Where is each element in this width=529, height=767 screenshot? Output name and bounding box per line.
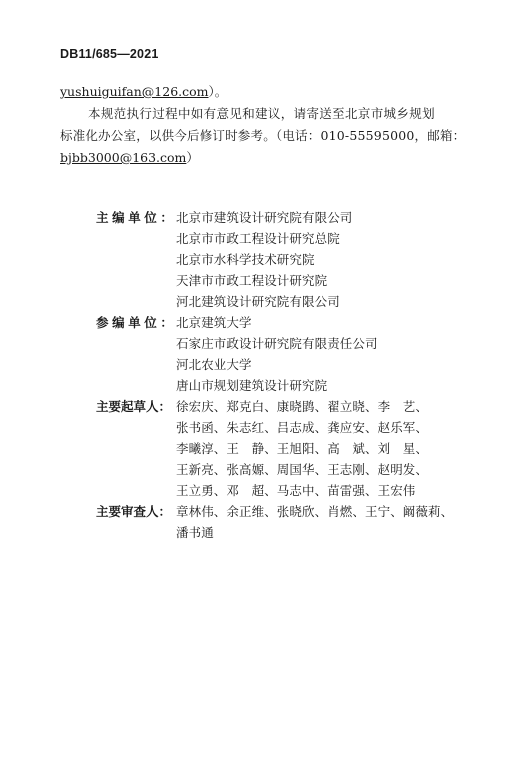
body-line-1 — [60, 81, 480, 103]
name-list — [176, 207, 352, 312]
credits-section — [96, 207, 453, 543]
name-list — [176, 501, 453, 543]
body-line-3: 标准化办公室，以供今后修订时参考。（电话：010-55595000，邮箱： — [60, 128, 466, 143]
credit-line: 章林伟、余正维、张晓欣、肖燃、王宁、阚薇莉、 — [176, 504, 454, 519]
credit-line: 北京市市政工程设计研究总院 — [176, 231, 340, 246]
role-label: 主要审查人： — [96, 504, 172, 519]
credit-line: 北京建筑大学 — [176, 315, 252, 330]
name-list — [176, 312, 378, 396]
main-drafters — [96, 396, 453, 501]
body-line-2: 本规范执行过程中如有意见和建议，请寄送至北京市城乡规划 — [88, 106, 435, 121]
chief-editing-units — [96, 207, 453, 312]
body-line-4 — [60, 147, 480, 169]
role-label: 主要起草人： — [96, 399, 172, 414]
credit-line: 天津市市政工程设计研究院 — [176, 273, 328, 288]
credit-line: 河北建筑设计研究院有限公司 — [176, 294, 340, 309]
credit-line: 潘书通 — [176, 525, 214, 540]
email-link-bjbb3000[interactable]: bjbb3000@163.com — [60, 150, 187, 165]
credit-line: 王立勇、邓 超、马志中、苗雷强、王宏伟 — [176, 483, 416, 498]
body-line-1-tail: ）。 — [208, 84, 228, 99]
standard-code: DB11/685—2021 — [60, 47, 159, 61]
credit-line: 河北农业大学 — [176, 357, 252, 372]
role-label: 主编单位： — [96, 210, 177, 225]
main-reviewers — [96, 501, 453, 543]
role-label: 参编单位： — [96, 315, 177, 330]
credit-line: 张书函、朱志红、吕志成、龚应安、赵乐军、 — [176, 420, 429, 435]
name-list — [176, 396, 428, 501]
credit-line: 北京市建筑设计研究院有限公司 — [176, 210, 353, 225]
credit-line: 王新亮、张高嫄、周国华、王志刚、赵明发、 — [176, 462, 429, 477]
credit-line: 李曦淳、王 静、王旭阳、高 斌、刘 星、 — [176, 441, 429, 456]
body-line-4-tail: ） — [186, 150, 199, 165]
participating-units — [96, 312, 453, 396]
credit-line: 石家庄市政设计研究院有限责任公司 — [176, 336, 378, 351]
email-link-yushuiguifan[interactable]: yushuiguifan@126.com — [60, 84, 209, 99]
credit-line: 唐山市规划建筑设计研究院 — [176, 378, 328, 393]
credit-line: 徐宏庆、郑克白、康晓鹍、翟立晓、李 艺、 — [176, 399, 429, 414]
credit-line: 北京市水科学技术研究院 — [176, 252, 315, 267]
